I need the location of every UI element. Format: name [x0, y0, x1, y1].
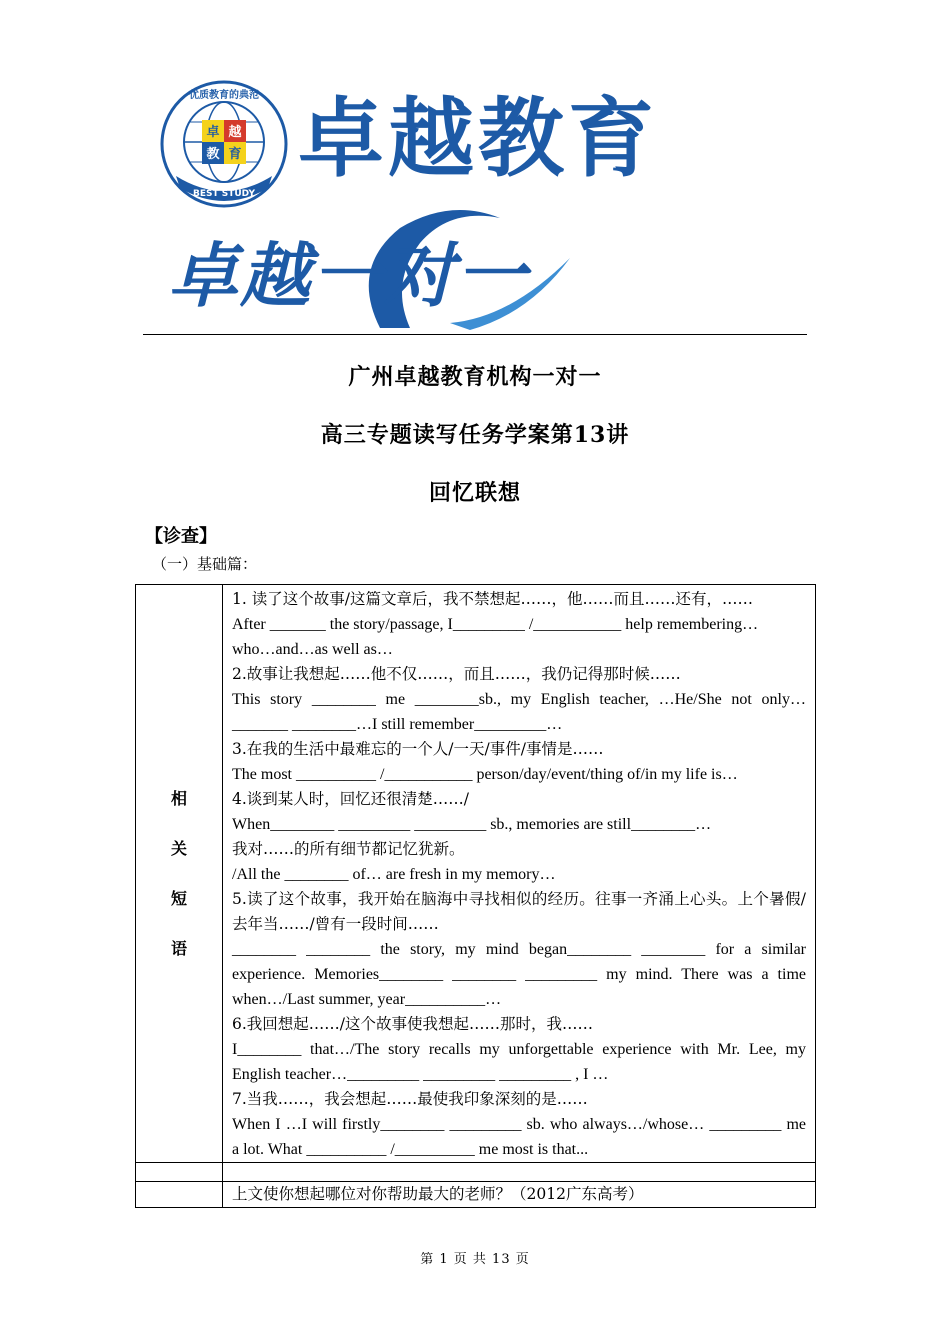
- table-row: [136, 585, 816, 1163]
- one-to-one-logo: [150, 198, 610, 338]
- svg-text:优质教育的典范: 优质教育的典范: [189, 90, 259, 101]
- empty-cell: [136, 1163, 223, 1182]
- svg-text:教: 教: [206, 147, 220, 162]
- phrase-line: I________ that…/The story recalls my unforgettable experience with Mr. Lee, my English teacher…_________ _________ _________ , I …: [232, 1041, 806, 1083]
- side-label-char: 相: [170, 788, 187, 808]
- phrases-table: [135, 584, 816, 1208]
- phrase-line: ________ ________ the story, my mind began________ ________ for a similar experience. Memories________ ________ _________ my mind. There was a time when…/Last summer, year__________…: [232, 941, 806, 1008]
- phrase-line: 5.读了这个故事，我开始在脑海中寻找相似的经历。往事一齐涌上心头。上个暑假/去年当……/曾有一段时间……: [232, 890, 806, 933]
- phrase-line: After _______ the story/passage, I_________ /___________ help remembering…: [232, 616, 759, 633]
- svg-text:BEST STUDY: BEST STUDY: [192, 189, 256, 199]
- topic-title: 回忆联想: [428, 480, 521, 506]
- phrase-line: /All the ________ of… are fresh in my memory…: [232, 866, 556, 883]
- phrase-line: 6.我回想起……/这个故事使我想起……那时，我……: [232, 1015, 594, 1033]
- phrase-line: 我对……的所有细节都记忆犹新。: [232, 840, 465, 858]
- emblem-logo: [158, 78, 290, 210]
- phrase-line: When________ _________ _________ sb., memories are still________…: [232, 816, 712, 833]
- table-row: [136, 1182, 816, 1208]
- org-title: 广州卓越教育机构一对一: [348, 364, 602, 390]
- phrase-line: _______ ________…I still remember_________…: [232, 716, 563, 733]
- phrases-content: [223, 585, 816, 1163]
- logo-area: [150, 70, 710, 330]
- phrase-line: The most __________ /___________ person/day/event/thing of/in my life is…: [232, 766, 738, 783]
- question-cell: 上文使你想起哪位对你帮助最大的老师？（2012广东高考）: [223, 1182, 816, 1208]
- phrase-line: who…and…as well as…: [232, 641, 393, 658]
- phrase-line: 3.在我的生活中最难忘的一个人/一天/事件/事情是……: [232, 740, 604, 758]
- header-divider: [143, 334, 807, 335]
- side-label-char: 短: [170, 888, 187, 908]
- empty-cell: [136, 1182, 223, 1208]
- phrase-line: 2.故事让我想起……他不仅……，而且……，我仍记得那时候……: [232, 665, 681, 683]
- phrase-line: When I …I will firstly________ _________ sb. who always…/whose… _________ me a lot. What __________ /__________ me most is that...: [232, 1116, 806, 1158]
- phrase-line: This story ________ me ________sb., my English teacher, …He/She not only…: [232, 691, 806, 708]
- side-label-char: 关: [170, 838, 187, 858]
- phrase-line: 7.当我……，我会想起……最使我印象深刻的是……: [232, 1090, 588, 1108]
- svg-text:越: 越: [228, 125, 242, 140]
- empty-cell: [223, 1163, 816, 1182]
- svg-text:卓: 卓: [206, 125, 220, 140]
- side-label-char: 语: [170, 938, 187, 958]
- page-footer: 第 1 页 共 13 页: [420, 1252, 530, 1267]
- phrase-line: 4.谈到某人时，回忆还很清楚……/: [232, 790, 470, 808]
- section-heading: 【诊查】: [145, 526, 217, 547]
- table-row: [136, 1163, 816, 1182]
- section-subheading: （一）基础篇：: [152, 555, 258, 573]
- svg-text:育: 育: [228, 147, 242, 162]
- lesson-title: 高三专题读写任务学案第13讲: [320, 422, 630, 448]
- one-to-one-text: 卓越一对一: [168, 235, 528, 317]
- phrase-line: 1. 读了这个故事/这篇文章后，我不禁想起……，他……而且……还有，……: [232, 590, 753, 608]
- brand-name: 卓越教育: [298, 89, 658, 189]
- side-label: [136, 585, 223, 1163]
